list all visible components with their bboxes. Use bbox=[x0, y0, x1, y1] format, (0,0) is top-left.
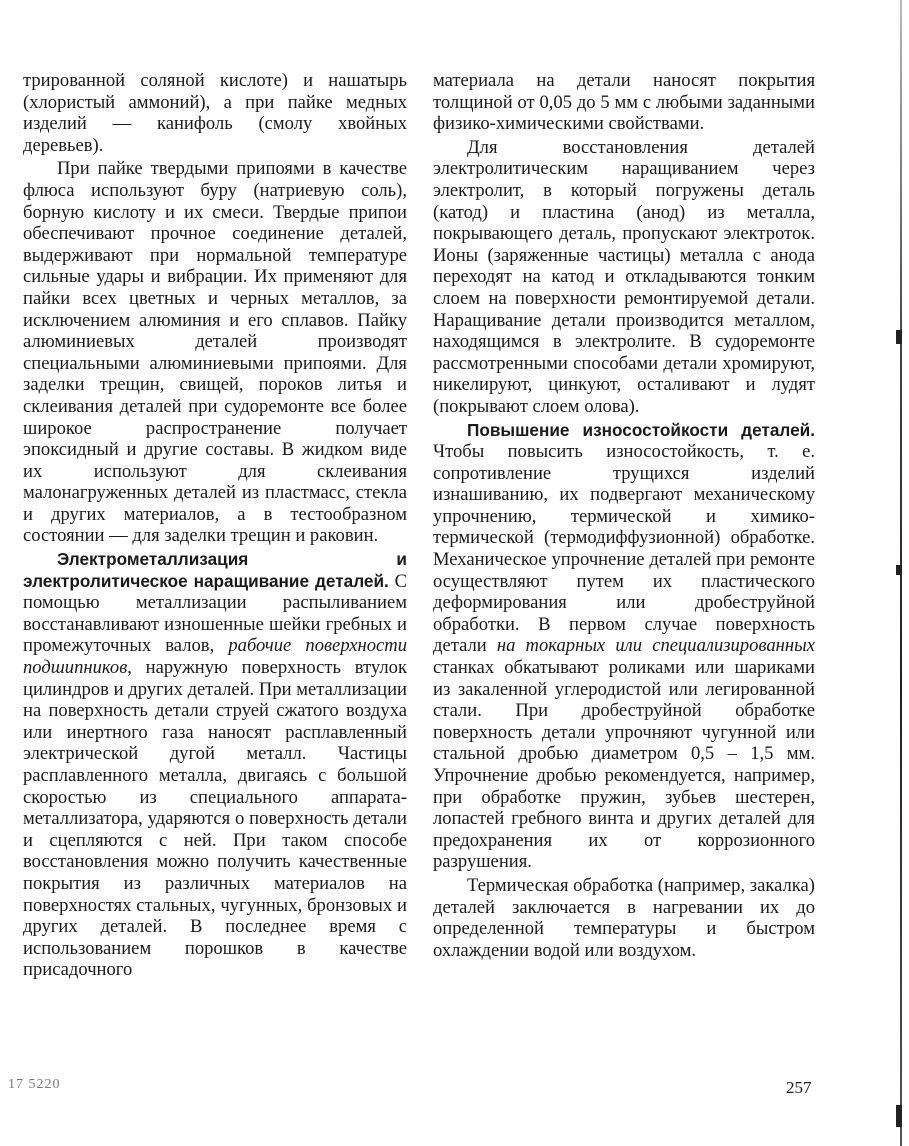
paragraph-continuation: материала на детали наносят покрытия толщиной от 0,05 до 5 мм с любыми заданными физико-химическими свойствами. bbox=[433, 70, 815, 135]
page-edge-mark bbox=[896, 330, 902, 344]
paragraph-heat-treatment: Термическая обработка (например, закалка) деталей заключается в нагревании их до определенной температуры и быстром охлаждении водой или воздухом. bbox=[433, 874, 815, 961]
paragraph-hard-solder: При пайке твердыми припоями в качестве флюса используют буру (натриевую соль), борную кислоту и их смеси. Твердые припои обеспечивают прочное соединение деталей, выдерживают при нормальной температуре сильные удары и вибрации. Их применяют для пайки всех цветных и черных металлов, за исключением алюминия и его сплавов. Пайку алюминиевых деталей производят специальными алюминиевыми припоями. Для заделки трещин, свищей, пороков литья и склеивания деталей при судоремонте все более широкое распространение получает эпоксидный и другие составы. В жидком виде их используют для склеивания малонагруженных деталей из пластмасс, стекла и других материалов, а в тестообразном состоянии — для заделки трещин и раковин. bbox=[23, 158, 407, 547]
paragraph-text: С помощью металлизации распыливанием восстанавливают изношенные шейки гребных и промежуточных валов, bbox=[23, 570, 407, 657]
left-text-column bbox=[23, 70, 407, 981]
paragraph-text: , наружную поверхность втулок цилиндров и других деталей. При металлизации на поверхность детали струей сжатого воздуха или инертного газа наносят расплавленный электрической дугой металл. Частицы расплавленного металла, двигаясь с большой скоростью из специального аппарата-металлизатора, ударяются о поверхность детали и сцепляются с ней. При таком способе восстановления можно получить качественные покрытия из различных материалов на поверхностях стальных, чугунных, бронзовых и других деталей. В последнее время с использованием порошков в качестве присадочного bbox=[23, 657, 407, 981]
section-heading-wear-resistance: Повышение износостойкости деталей. bbox=[467, 419, 815, 440]
paragraph-electrolytic: Для восстановления деталей электролитическим наращиванием через электролит, в который погружены деталь (катод) и пластина (анод) из металла, покрывающего деталь, пропускают электроток. Ионы (заряженные частицы) металла с анода переходят на катод и откладываются тонким слоем на поверхности ремонтируемой детали. Наращивание детали производится металлом, находящимся в электролите. В судоремонте рассмотренными способами детали хромируют, никелируют, цинкуют, осталивают и лудят (покрывают слоем олова). bbox=[433, 136, 815, 417]
page-number: 257 bbox=[786, 1078, 812, 1097]
paragraph-text: станках обкатывают роликами или шариками из закаленной углеродистой или легированной стали. При дробеструйной обработке поверхность детали упрочняют чугунной или стальной дробью диаметром 0,5 – 1,5 мм. Упрочнение дробью рекомендуется, например, при обработке пружин, зубьев шестерен, лопастей гребного винта и других деталей для предохранения их от коррозионного разрушения. bbox=[433, 657, 815, 873]
paragraph-continuation: трированной соляной кислоте) и нашатырь (хлористый аммоний), а при пайке медных изделий — канифоль (смолу хвойных деревьев). bbox=[23, 70, 407, 156]
paragraph-wear-resistance bbox=[433, 420, 815, 873]
page-edge-mark bbox=[896, 1105, 902, 1127]
italic-text: на токарных или специализированных bbox=[496, 635, 815, 657]
paragraph-metallization bbox=[23, 549, 407, 981]
right-text-column bbox=[433, 70, 815, 961]
page-edge-mark bbox=[896, 565, 902, 575]
paragraph-text: Чтобы повысить износостойкость, т. е. сопротивление трущихся изделий изнашиванию, их подвергают механическому упрочнению, термической и химико-термической (термодиффузионной) обработке. Механическое упрочнение деталей при ремонте осуществляют путем их пластического деформирования или дробеструйной обработки. В первом случае поверхность детали bbox=[433, 441, 815, 657]
printer-signature: 17 5220 bbox=[8, 1077, 61, 1092]
section-heading-metallization: Электрометаллизация и электролитическое наращивание деталей. bbox=[23, 549, 407, 591]
italic-text: рабочие поверхности подшипников bbox=[23, 635, 407, 679]
